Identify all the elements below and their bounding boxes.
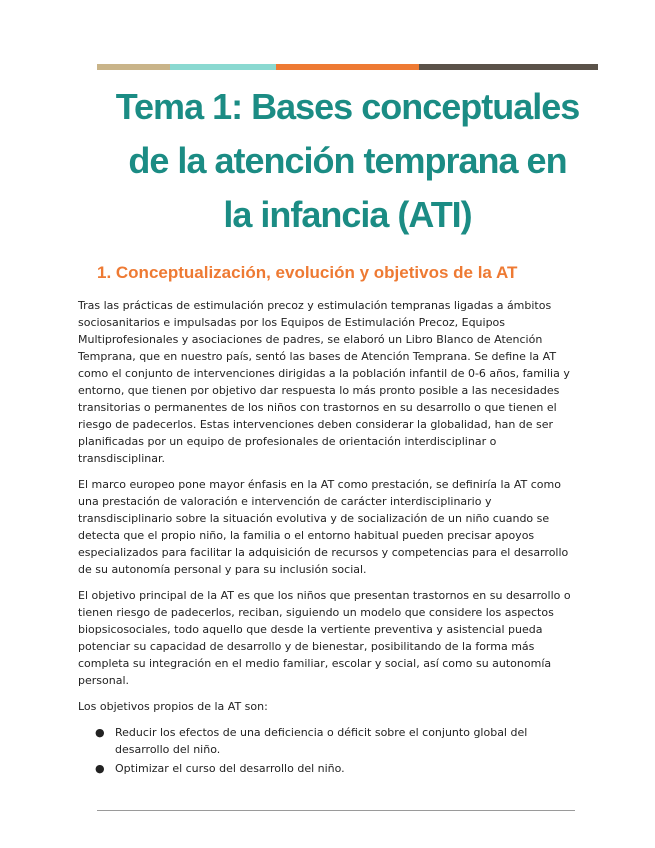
page-title	[97, 80, 598, 242]
list-item	[78, 724, 578, 758]
paragraph-european-framework: El marco europeo pone mayor énfasis en la AT como prestación, se definiría la AT como una prestación de valoración e intervención de carácter interdisciplinario y transdisciplinario sobre la situación evolutiva y de socialización de un niño cuando se detecta que el propio niño, la familia o el entorno habitual pueden precisar apoyos especializados para facilitar la adquisición de recursos y competencias para el desarrollo de su autonomía personal y para su inclusión social.	[78, 478, 569, 576]
list-item-text: Optimizar el curso del desarrollo del niño.	[115, 762, 345, 775]
title-line-3: la infancia (ATI)	[223, 194, 472, 235]
color-bar-segment-teal	[170, 64, 276, 70]
title-line-1: Tema 1: Bases conceptuales	[115, 86, 580, 127]
title-line-2: de la atención temprana en	[128, 140, 567, 181]
section-heading: 1. Conceptualización, evolución y objetivos de la AT	[97, 263, 518, 282]
body-text	[78, 297, 578, 779]
bullet-icon: ●	[95, 762, 105, 775]
paragraph-main-objective: El objetivo principal de la AT es que los niños que presentan trastornos en su desarrollo o tienen riesgo de padecerlos, reciban, siguiendo un modelo que considere los aspectos biopsicosociales, todo aquello que desde la vertiente preventiva y asistencial pueda potenciar su capacidad de desarrollo y de bienestar, posibilitando de la forma más completa su integración en el medio familiar, escolar y social, así como su autonomía personal.	[78, 589, 571, 687]
list-item	[78, 760, 578, 777]
objectives-list	[78, 724, 578, 777]
color-bar-segment-brown	[419, 64, 598, 70]
list-item-text: Reducir los efectos de una deficiencia o déficit sobre el conjunto global del desarrollo del niño.	[115, 726, 528, 756]
paragraph-definition: Tras las prácticas de estimulación precoz y estimulación tempranas ligadas a ámbitos sociosanitarios e impulsadas por los Equipos de Estimulación Precoz, Equipos Multiprofesionales y asociaciones de padres, se elaboró un Libro Blanco de Atención Temprana, que en nuestro país, sentó las bases de Atención Temprana. Se define la AT como el conjunto de intervenciones dirigidas a la población infantil de 0-6 años, familia y entorno, que tienen por objetivo dar respuesta lo más pronto posible a las necesidades transitorias o permanentes de los niños con trastornos en su desarrollo o que tienen el riesgo de padecerlos. Estas intervenciones deben considerar la globalidad, han de ser planificadas por un equipo de profesionales de orientación interdisciplinar o transdisciplinar.	[78, 299, 570, 465]
footer-divider	[97, 810, 575, 811]
color-bar-segment-tan	[97, 64, 170, 70]
bullet-icon: ●	[95, 726, 105, 739]
color-bar-segment-orange	[276, 64, 419, 70]
header-color-bar	[97, 64, 598, 70]
paragraph-objectives-intro: Los objetivos propios de la AT son:	[78, 700, 268, 713]
